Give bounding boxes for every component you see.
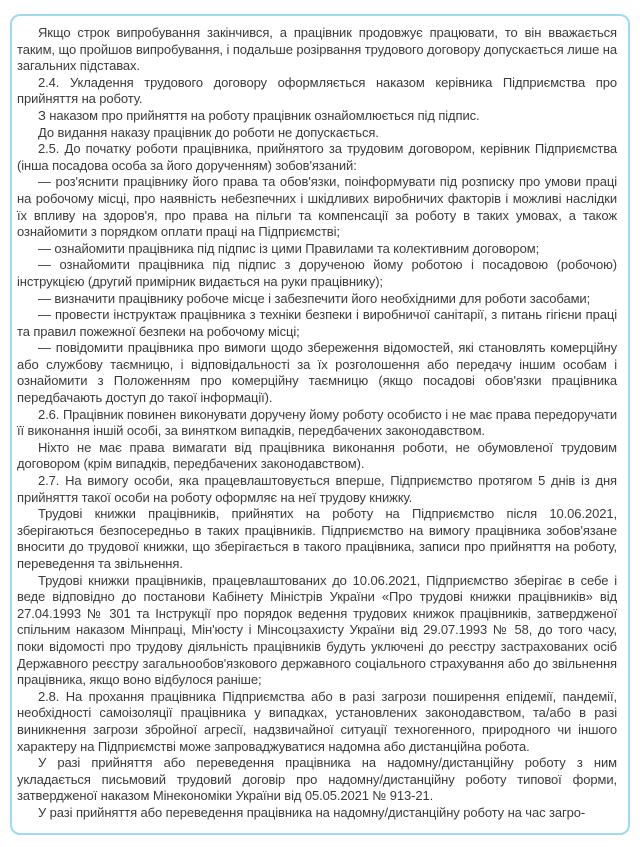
paragraph: Трудові книжки працівників, прийнятих на роботу на Підприємство після 10.06.2021, зберігаються безпосередньо в таких працівників. Підприємство на вимогу працівника зобов'язане вносити до трудової книжки, що зберігається в такого працівника, записи про прийняття на роботу, переведення та звільнення. xyxy=(17,506,617,571)
paragraph: 2.7. На вимогу особи, яка працевлаштовується вперше, Підприємство протягом 5 днів із дня прийняття такої особи на роботу оформляє на неї трудову книжку. xyxy=(17,473,617,505)
paragraph: — ознайомити працівника під підпис з дорученою йому роботою і посадовою (робочою) інструкцією (другий примірник видається на руки працівнику); xyxy=(17,257,617,289)
paragraph: Ніхто не має права вимагати від працівника виконання роботи, не обумовленої трудовим договором (крім випадків, передбачених законодавством). xyxy=(17,439,617,472)
document-body xyxy=(17,25,617,822)
paragraph: Якщо строк випробування закінчився, а працівник продовжує працювати, то він вважається таким, що пройшов випробування, і подальше розірвання трудового договору допускається лише на загальних підставах. xyxy=(17,25,617,74)
paragraph: 2.8. На прохання працівника Підприємства або в разі загрози поширення епідемії, пандемії, необхідності самоізоляції працівника у випадках, установлених законодавством, та/або в разі виникнення загрози збройної агресії, надзвичайної ситуації техногенного, природного чи іншого характеру на Підприємстві може запроваджуватися надомна або дистанційна робота. xyxy=(17,688,617,754)
paragraph: 2.6. Працівник повинен виконувати доручену йому роботу особисто і не має права передоручати її виконання іншій особі, за винятком випадків, передбачених законодавством. xyxy=(17,406,617,439)
paragraph: У разі прийняття або переведення працівника на надомну/дистанційну роботу з ним укладається письмовий трудовий договір про надомну/дистанційну роботу типової форми, затвердженої наказом Мінекономіки України від 05.05.2021 № 913-21. xyxy=(17,755,617,804)
paragraph: — повідомити працівника про вимоги щодо збереження відомостей, які становлять комерційну або службову таємницю, і відповідальності за їх розголошення або передачу іншим особам і ознайомити з Положенням про комерційну таємницю (якщо посадові обов'язки працівника передбачають доступ до такої інформації). xyxy=(17,340,617,406)
paragraph: — роз'яснити працівнику його права та обов'язки, поінформувати під розписку про умови праці на робочому місці, про наявність небезпечних і шкідливих виробничих факторів і можливі наслідки їх впливу на здоров'я, про права на пільги та компенсації за роботу в таких умовах, а також ознайомити з порядком оплати праці на Підприємстві; xyxy=(17,174,617,240)
paragraph: Трудові книжки працівників, працевлаштованих до 10.06.2021, Підприємство зберігає в себе і веде відповідно до постанови Кабінету Міністрів України «Про трудові книжки працівників» від 27.04.1993 № 301 та Інструкції про порядок ведення трудових книжок працівників, затвердженої спільним наказом Мінпраці, Мін'юсту і Мінсоцзахисту України від 29.07.1993 № 58, до того часу, поки відомості про трудову діяльність працівників будуть уключені до реєстру застрахованих осіб Державного реєстру загальнообов'язкового державного соціального страхування або до звільнення працівника, якщо воно відбулося раніше; xyxy=(17,572,617,688)
paragraph: До видання наказу працівник до роботи не допускається. xyxy=(38,124,379,140)
paragraph: 2.5. До початку роботи працівника, прийнятого за трудовим договором, керівник Підприємства (інша посадова особа за його дорученням) зобов'язаний: xyxy=(17,141,617,173)
paragraph: 2.4. Укладення трудового договору оформляється наказом керівника Підприємства про прийняття на роботу. xyxy=(17,74,617,107)
paragraph: — провести інструктаж працівника з техніки безпеки і виробничої санітарії, з питань гігієни праці та правил пожежної безпеки на робочому місці; xyxy=(17,307,617,339)
paragraph: У разі прийняття або переведення працівника на надомну/дистанційну роботу на час загро- xyxy=(38,804,586,820)
paragraph: — визначити працівнику робоче місце і забезпечити його необхідними для роботи засобами; xyxy=(38,290,591,306)
document-frame xyxy=(10,14,630,835)
paragraph: З наказом про прийняття на роботу працівник ознайомлюється під підпис. xyxy=(38,107,480,123)
paragraph: — ознайомити працівника під підпис із цими Правилами та колективним договором; xyxy=(38,240,540,256)
